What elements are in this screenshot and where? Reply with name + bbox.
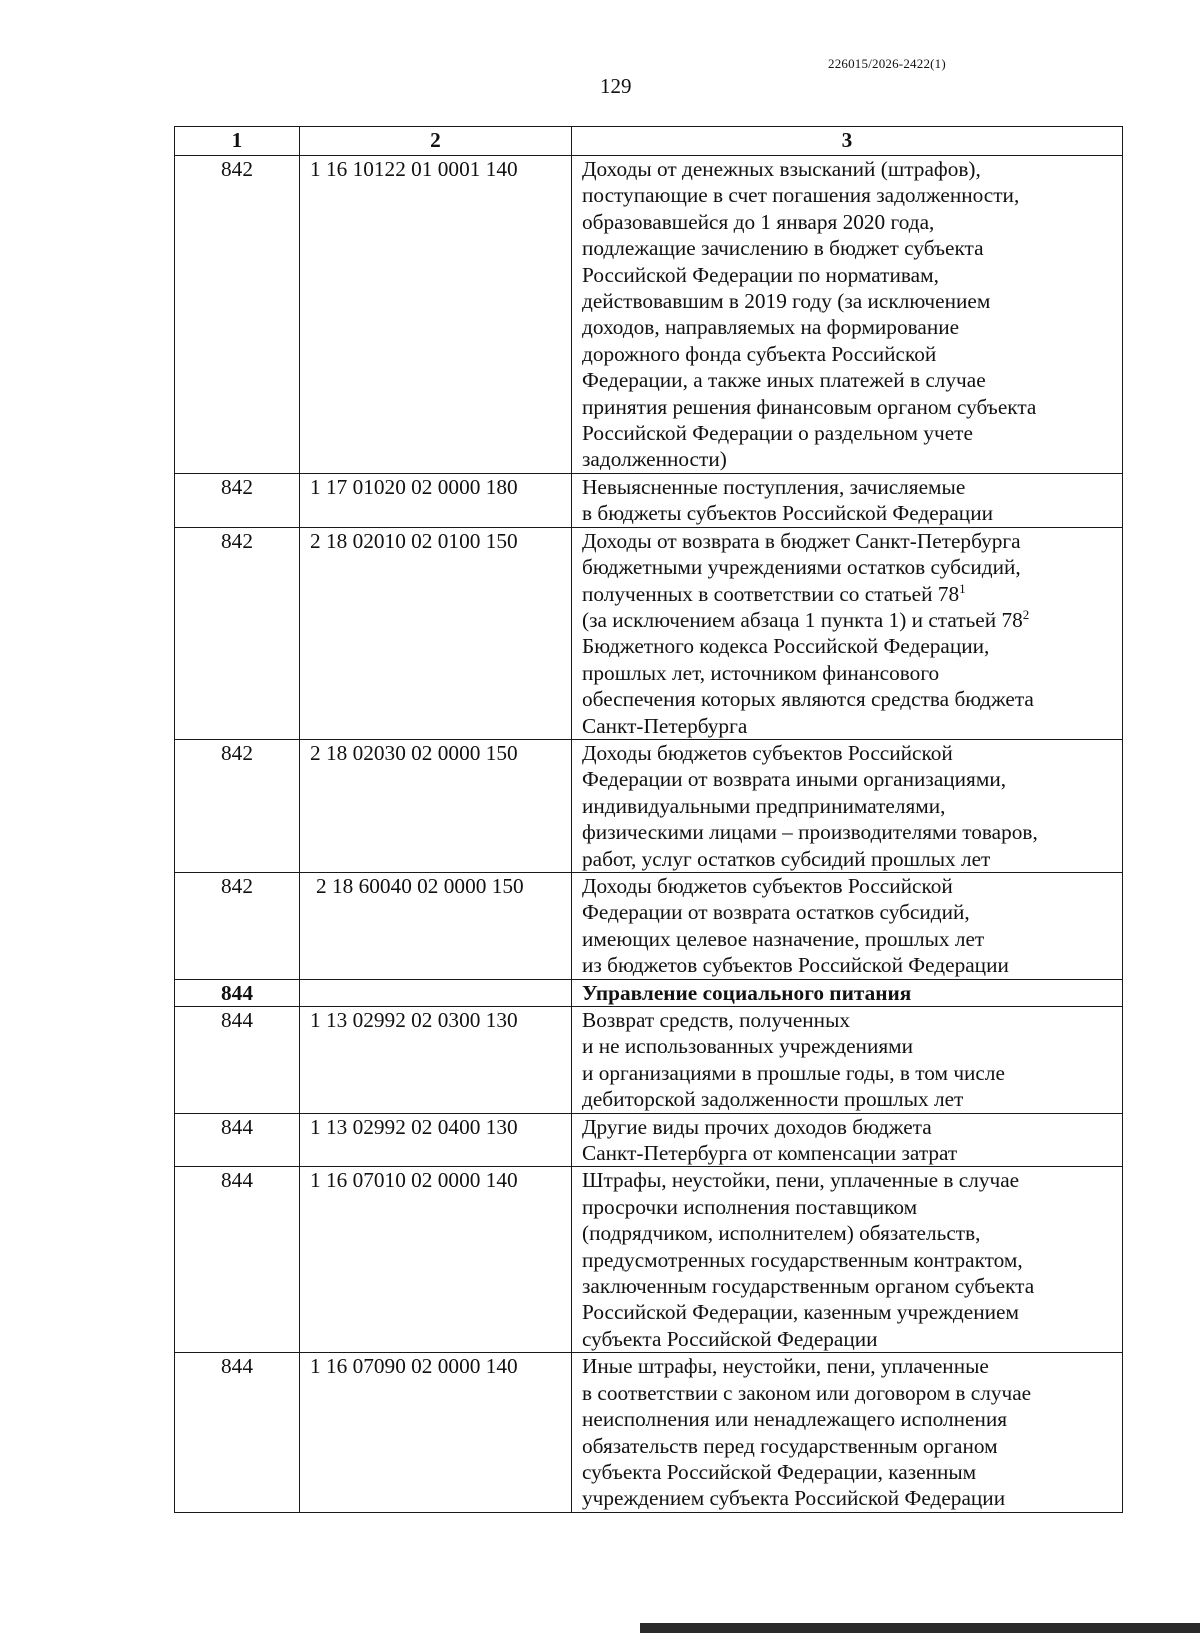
income-codes-table bbox=[174, 126, 1123, 1513]
budget-code-cell: 1 17 01020 02 0000 180 bbox=[300, 473, 572, 527]
name-line: Доходы от денежных взысканий (штрафов), bbox=[582, 157, 981, 181]
budget-code-cell: 1 16 07090 02 0000 140 bbox=[300, 1353, 572, 1512]
name-line: образовавшейся до 1 января 2020 года, bbox=[582, 209, 935, 234]
name-line: поступающие в счет погашения задолженности, bbox=[582, 183, 1020, 208]
name-line: подлежащие зачислению в бюджет субъекта bbox=[582, 236, 984, 261]
article-superscript: 2 bbox=[1022, 606, 1030, 622]
budget-code-cell: 1 13 02992 02 0300 130 bbox=[300, 1007, 572, 1114]
column-header-2: 2 bbox=[300, 127, 572, 156]
name-line: просрочки исполнения поставщиком bbox=[582, 1194, 918, 1219]
name-line: Возврат средств, полученных bbox=[582, 1008, 851, 1032]
name-line: в бюджеты субъектов Российской Федерации bbox=[582, 501, 993, 526]
name-line: обеспечения которых являются средства бюджета bbox=[582, 687, 1034, 712]
admin-code-cell: 842 bbox=[175, 156, 300, 474]
name-line: Иные штрафы, неустойки, пени, уплаченные bbox=[582, 1354, 989, 1379]
name-line: задолженности) bbox=[582, 447, 727, 472]
name-line: Другие виды прочих доходов бюджета bbox=[582, 1114, 932, 1139]
name-line: заключенным государственным органом субъекта bbox=[582, 1274, 1035, 1299]
name-line: действовавшим в 2019 году (за исключением bbox=[582, 289, 991, 314]
name-line: неисполнения или ненадлежащего исполнения bbox=[582, 1407, 1008, 1432]
column-header-3: 3 bbox=[572, 127, 1123, 156]
table-row bbox=[175, 527, 1123, 739]
section-title: Управление социального питания bbox=[582, 980, 912, 1005]
name-line: Доходы от возврата в бюджет Санкт-Петербурга bbox=[582, 528, 1021, 553]
name-line: Федерации, а также иных платежей в случае bbox=[582, 368, 986, 393]
admin-code-cell: 842 bbox=[175, 872, 300, 979]
name-line: бюджетными учреждениями остатков субсидий, bbox=[582, 555, 1021, 580]
table-row bbox=[175, 156, 1123, 474]
income-name-cell bbox=[572, 872, 1123, 979]
name-line: Российской Федерации о раздельном учете bbox=[582, 421, 973, 446]
name-line: обязательств перед государственным органом bbox=[582, 1433, 998, 1458]
name-line: имеющих целевое назначение, прошлых лет bbox=[582, 926, 985, 951]
name-line bbox=[582, 581, 1116, 607]
name-line: Федерации от возврата иными организациями, bbox=[582, 767, 1007, 792]
income-name-cell bbox=[572, 1113, 1123, 1167]
name-line: Санкт-Петербурга bbox=[582, 713, 748, 738]
table-row bbox=[175, 1353, 1123, 1512]
budget-code-cell: 2 18 02010 02 0100 150 bbox=[300, 527, 572, 739]
name-line: Российской Федерации по нормативам, bbox=[582, 262, 939, 287]
name-line-text: полученных в соответствии со статьей 78 bbox=[582, 581, 960, 606]
name-line: Доходы бюджетов субъектов Российской bbox=[582, 873, 953, 898]
section-header-row bbox=[175, 979, 1123, 1006]
scan-edge-bar bbox=[640, 1623, 1200, 1633]
name-line: работ, услуг остатков субсидий прошлых лет bbox=[582, 846, 991, 871]
name-line: учреждением субъекта Российской Федерации bbox=[582, 1486, 1006, 1511]
name-line: и организациями в прошлые годы, в том числе bbox=[582, 1060, 1005, 1085]
document-id: 226015/2026-2422(1) bbox=[828, 56, 946, 71]
admin-code-cell: 844 bbox=[175, 1353, 300, 1512]
name-line: принятия решения финансовым органом субъекта bbox=[582, 394, 1037, 419]
article-superscript: 1 bbox=[959, 580, 966, 596]
name-line: субъекта Российской Федерации, казенным bbox=[582, 1459, 977, 1484]
admin-code-cell: 844 bbox=[175, 1167, 300, 1353]
admin-code-cell: 844 bbox=[175, 979, 300, 1006]
name-line: Федерации от возврата остатков субсидий, bbox=[582, 900, 970, 925]
page-number: 129 bbox=[600, 74, 632, 98]
admin-code-cell: 842 bbox=[175, 473, 300, 527]
income-name-cell bbox=[572, 739, 1123, 872]
table-row bbox=[175, 1167, 1123, 1353]
budget-code-cell: 1 16 07010 02 0000 140 bbox=[300, 1167, 572, 1353]
name-line: физическими лицами – производителями товаров, bbox=[582, 820, 1038, 845]
budget-code-cell: 1 16 10122 01 0001 140 bbox=[300, 156, 572, 474]
name-line: и не использованных учреждениями bbox=[582, 1034, 914, 1059]
name-line: Российской Федерации, казенным учреждением bbox=[582, 1300, 1019, 1325]
name-line: дорожного фонда субъекта Российской bbox=[582, 341, 937, 366]
budget-code-cell: 2 18 02030 02 0000 150 bbox=[300, 739, 572, 872]
table-row bbox=[175, 872, 1123, 979]
column-header-1: 1 bbox=[175, 127, 300, 156]
table-row bbox=[175, 1007, 1123, 1114]
income-name-cell bbox=[572, 527, 1123, 739]
name-line: Санкт-Петербурга от компенсации затрат bbox=[582, 1141, 958, 1166]
name-line: прошлых лет, источником финансового bbox=[582, 660, 940, 685]
name-line: доходов, направляемых на формирование bbox=[582, 315, 960, 340]
table-row bbox=[175, 1113, 1123, 1167]
income-name-cell bbox=[572, 1007, 1123, 1114]
name-line bbox=[582, 607, 1116, 633]
income-name-cell bbox=[572, 1167, 1123, 1353]
name-line: Доходы бюджетов субъектов Российской bbox=[582, 740, 953, 765]
name-line: Штрафы, неустойки, пени, уплаченные в случае bbox=[582, 1168, 1020, 1193]
table-row bbox=[175, 473, 1123, 527]
name-line: в соответствии с законом или договором в случае bbox=[582, 1380, 1032, 1405]
name-line: (подрядчиком, исполнителем) обязательств, bbox=[582, 1221, 981, 1246]
admin-code-cell: 844 bbox=[175, 1113, 300, 1167]
name-line: субъекта Российской Федерации bbox=[582, 1326, 878, 1351]
table-header-row bbox=[175, 127, 1123, 156]
admin-code-cell: 842 bbox=[175, 527, 300, 739]
budget-code-cell bbox=[300, 979, 572, 1006]
budget-code-cell: 1 13 02992 02 0400 130 bbox=[300, 1113, 572, 1167]
income-name-cell bbox=[572, 156, 1123, 474]
name-line: из бюджетов субъектов Российской Федерации bbox=[582, 953, 1009, 978]
name-line-text: (за исключением абзаца 1 пункта 1) и статьей 78 bbox=[582, 607, 1023, 632]
income-name-cell bbox=[572, 473, 1123, 527]
name-line: Бюджетного кодекса Российской Федерации, bbox=[582, 634, 990, 659]
name-line: дебиторской задолженности прошлых лет bbox=[582, 1087, 964, 1112]
income-name-cell bbox=[572, 1353, 1123, 1512]
budget-code-cell: 2 18 60040 02 0000 150 bbox=[300, 872, 572, 979]
name-line: Невыясненные поступления, зачисляемые bbox=[582, 474, 966, 499]
name-line: предусмотренных государственным контрактом, bbox=[582, 1247, 1023, 1272]
name-line: индивидуальными предпринимателями, bbox=[582, 793, 946, 818]
section-title-cell bbox=[572, 979, 1123, 1006]
admin-code-cell: 844 bbox=[175, 1007, 300, 1114]
table-row bbox=[175, 739, 1123, 872]
admin-code-cell: 842 bbox=[175, 739, 300, 872]
